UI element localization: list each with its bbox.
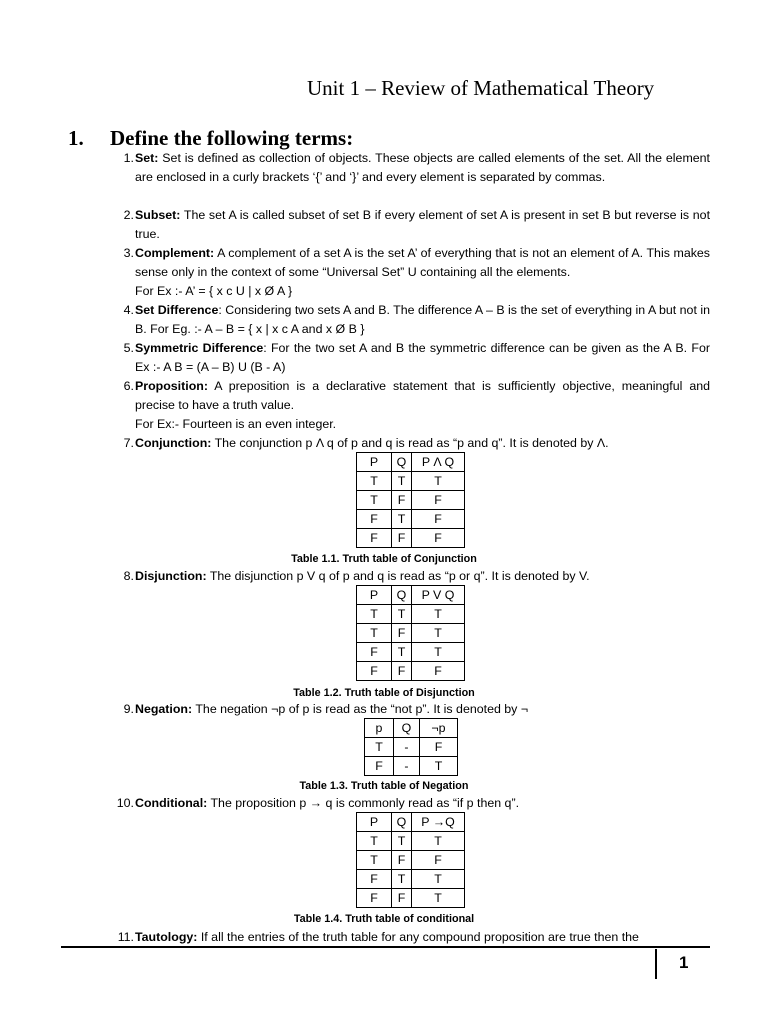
table-row: F - T [365, 757, 458, 776]
truth-table-disjunction [356, 585, 465, 681]
item-number: 3. [123, 246, 134, 260]
table-row: F T T [357, 870, 465, 889]
item-number: 6. [123, 379, 134, 393]
table-header-row: P Q P Λ Q [357, 453, 465, 472]
definition-text: A preposition is a declarative statement that is sufficiently objective, meaningful and precise to have a truth value. [135, 379, 710, 413]
term-label: Conditional: [135, 796, 208, 810]
item-number: 11. [117, 930, 134, 944]
term-label: Complement: [135, 246, 215, 260]
list-item-disjunction [110, 567, 710, 586]
table-row: T T T [357, 832, 465, 851]
table-header-row: p Q ¬p [365, 719, 458, 738]
truth-table-conjunction [356, 452, 465, 548]
list-item-negation [110, 700, 710, 719]
table-row: F F F [357, 662, 465, 681]
definition-text: A complement of a set A is the set A’ of everything that is not an element of A. This makes sense only in the context of some “Universal Set” U containing all the elements. [135, 246, 710, 280]
example-text: For Ex :- A’ = { x c U | x Ø A } [135, 284, 293, 299]
list-item-proposition [110, 377, 710, 435]
table-row: F F F [357, 529, 465, 548]
table-row: T F F [357, 491, 465, 510]
list-item-symmetric-difference [110, 339, 710, 377]
list-item-complement [110, 244, 710, 302]
section-heading [68, 126, 353, 151]
item-number: 8. [123, 569, 134, 583]
list-item-subset [110, 206, 710, 244]
table-row: F T T [357, 643, 465, 662]
table-row: T T T [357, 472, 465, 491]
list-item-set-difference [110, 301, 710, 339]
definition-text: : Considering two sets A and B. The difference A – B is the set of everything in A but not in B. For Eg. :- A – B = { x | x c A and x Ø B } [135, 303, 710, 337]
definition-text: : For the two set A and B the symmetric difference can be given as the A B. For Ex :- A B = (A – B) U (B - A) [135, 341, 710, 375]
definition-text: If all the entries of the truth table for any compound proposition are true then the [200, 930, 639, 944]
item-number: 9. [123, 702, 134, 716]
definition-text: The conjunction p Λ q of p and q is read as “p and q”. It is denoted by Λ. [214, 436, 609, 450]
truth-table-negation [364, 718, 458, 776]
item-number: 7. [123, 436, 134, 450]
table-row: F F T [357, 889, 465, 908]
table-header-row: P Q P →Q [357, 813, 465, 832]
table-caption: Table 1.2. Truth table of Disjunction [293, 687, 475, 699]
footer-separator [655, 949, 657, 979]
item-number: 2. [123, 208, 134, 222]
table-caption: Table 1.1. Truth table of Conjunction [291, 553, 477, 565]
item-number: 1. [123, 151, 134, 165]
definition-text: Set is defined as collection of objects. These objects are called elements of the set. All the element are enclosed in a curly brackets ‘{’ and ‘}’ and every element is separated by commas. [135, 151, 710, 185]
list-item-tautology [110, 928, 710, 947]
definition-text: The negation ¬p of p is read as the “not p”. It is denoted by ¬ [195, 702, 529, 716]
term-label: Negation: [135, 702, 193, 716]
table-header-row: P Q P V Q [357, 586, 465, 605]
term-label: Disjunction: [135, 569, 207, 583]
table-row: T - F [365, 738, 458, 757]
table-row: F T F [357, 510, 465, 529]
list-item-set [110, 149, 710, 187]
term-label: Tautology: [135, 930, 198, 944]
section-title: Define the following terms: [110, 126, 354, 150]
term-label: Proposition: [135, 379, 208, 393]
table-row: T F T [357, 624, 465, 643]
definition-text: The set A is called subset of set B if every element of set A is present in set B but reverse is not true. [135, 208, 711, 242]
item-number: 10. [116, 796, 134, 810]
term-label: Set Difference [135, 303, 219, 317]
example-text: For Ex:- Fourteen is an even integer. [135, 417, 337, 432]
page-title: Unit 1 – Review of Mathematical Theory [307, 76, 655, 100]
list-item-conjunction [110, 434, 710, 453]
term-label: Conjunction: [135, 436, 212, 450]
page-number: 1 [679, 953, 689, 972]
list-item-conditional [110, 794, 710, 813]
table-row: T F F [357, 851, 465, 870]
item-number: 5. [123, 341, 134, 355]
section-number: 1. [68, 126, 84, 150]
term-label: Symmetric Difference [135, 341, 264, 355]
definition-text: The proposition p → q is commonly read as “if p then q”. [210, 796, 520, 810]
term-label: Subset: [135, 208, 181, 222]
term-label: Set: [135, 151, 159, 165]
item-number: 4. [123, 303, 134, 317]
table-caption: Table 1.4. Truth table of conditional [293, 913, 475, 925]
definition-text: The disjunction p V q of p and q is read as “p or q”. It is denoted by V. [209, 569, 590, 583]
footer-rule [61, 946, 710, 948]
table-row: T T T [357, 605, 465, 624]
table-caption: Table 1.3. Truth table of Negation [299, 780, 469, 792]
truth-table-conditional [356, 812, 465, 908]
